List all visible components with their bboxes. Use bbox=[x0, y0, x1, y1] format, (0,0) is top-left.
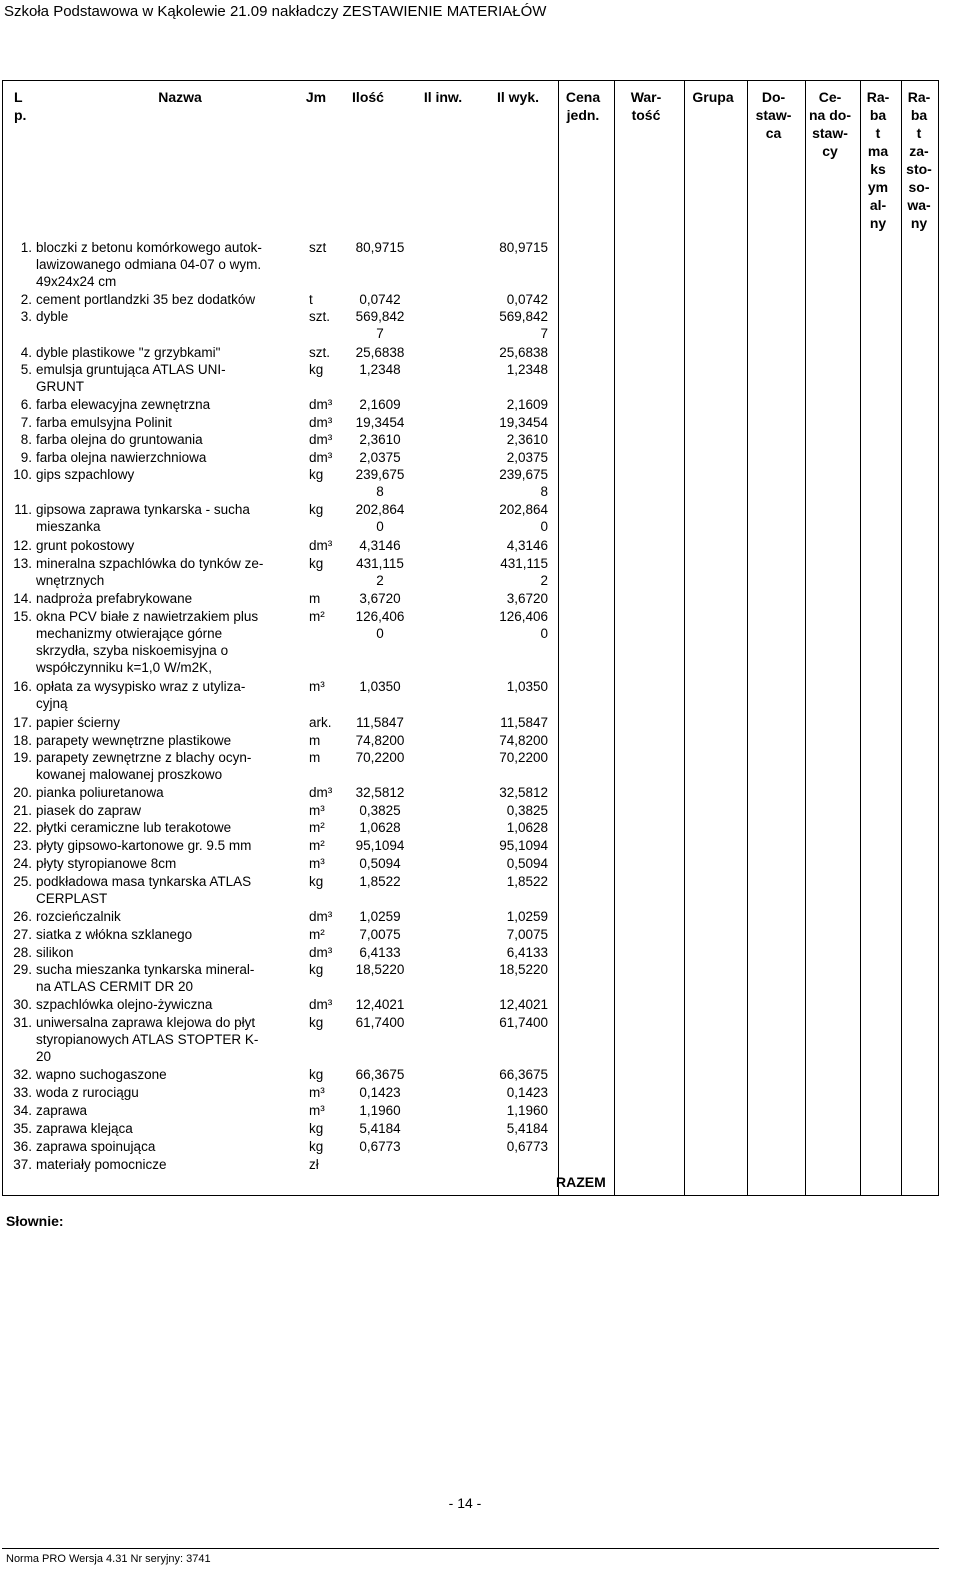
header-dostawca: Do- staw- ca bbox=[755, 89, 792, 141]
cell-jm: kg bbox=[309, 502, 324, 517]
cell-lp: 22. bbox=[13, 820, 32, 835]
cell-ilosc: 5,4184 bbox=[359, 1121, 401, 1136]
cell-ilwyk: 12,4021 bbox=[499, 997, 548, 1012]
cell-lp: 13. bbox=[13, 556, 32, 571]
cell-lp: 7. bbox=[20, 415, 32, 430]
cell-jm: dm³ bbox=[309, 945, 333, 960]
cell-ilwyk: 0,5094 bbox=[506, 856, 548, 871]
cell-lp: 6. bbox=[20, 397, 32, 412]
cell-jm: t bbox=[309, 292, 313, 307]
cell-ilwyk: 0,0742 bbox=[506, 292, 548, 307]
cell-nazwa: farba emulsyjna Polinit bbox=[36, 415, 172, 430]
cell-ilosc: 95,1094 bbox=[355, 838, 405, 853]
cell-ilosc: 239,675 8 bbox=[355, 467, 405, 499]
cell-nazwa: emulsja gruntująca ATLAS UNI- GRUNT bbox=[36, 362, 226, 394]
cell-jm: m² bbox=[309, 838, 325, 853]
cell-lp: 31. bbox=[13, 1015, 32, 1030]
cell-lp: 35. bbox=[13, 1121, 32, 1136]
cell-nazwa: parapety wewnętrzne plastikowe bbox=[36, 733, 232, 748]
cell-nazwa: wapno suchogaszone bbox=[36, 1067, 167, 1082]
cell-jm: m bbox=[309, 591, 321, 606]
cell-jm: m³ bbox=[309, 1103, 325, 1118]
header-ilwyk: Il wyk. bbox=[496, 89, 540, 105]
cell-lp: 37. bbox=[13, 1157, 32, 1172]
header-ilinw: Il inw. bbox=[423, 89, 463, 105]
cell-lp: 33. bbox=[13, 1085, 32, 1100]
cell-nazwa: siatka z włókna szklanego bbox=[36, 927, 193, 942]
cell-lp: 24. bbox=[13, 856, 32, 871]
cell-ilwyk: 569,842 7 bbox=[499, 309, 548, 341]
cell-lp: 3. bbox=[20, 309, 32, 324]
cell-ilwyk: 61,7400 bbox=[499, 1015, 548, 1030]
cell-lp: 34. bbox=[13, 1103, 32, 1118]
cell-jm: m³ bbox=[309, 1085, 325, 1100]
cell-jm: ark. bbox=[309, 715, 332, 730]
cell-lp: 21. bbox=[13, 803, 32, 818]
cell-ilwyk: 70,2200 bbox=[499, 750, 548, 765]
cell-nazwa: parapety zewnętrzne z blachy ocyn- kowanej malowanej proszkowo bbox=[36, 750, 252, 782]
cell-ilwyk: 74,8200 bbox=[499, 733, 548, 748]
cell-jm: dm³ bbox=[309, 450, 333, 465]
cell-ilwyk: 66,3675 bbox=[499, 1067, 548, 1082]
cell-jm: szt. bbox=[309, 345, 331, 360]
cell-ilosc: 6,4133 bbox=[359, 945, 401, 960]
cell-ilosc: 80,9715 bbox=[355, 240, 405, 255]
cell-nazwa: nadproża prefabrykowane bbox=[36, 591, 193, 606]
total-label: RAZEM bbox=[556, 1174, 606, 1190]
cell-ilosc: 25,6838 bbox=[355, 345, 405, 360]
cell-ilwyk: 1,0350 bbox=[506, 679, 548, 694]
cell-ilosc: 11,5847 bbox=[356, 715, 404, 730]
cell-ilwyk: 0,1423 bbox=[506, 1085, 548, 1100]
column-divider bbox=[805, 81, 806, 1195]
footer-text: Norma PRO Wersja 4.31 Nr seryjny: 3741 bbox=[6, 1553, 211, 1565]
cell-ilosc: 66,3675 bbox=[355, 1067, 405, 1082]
cell-ilosc: 0,1423 bbox=[359, 1085, 401, 1100]
cell-ilwyk: 2,0375 bbox=[506, 450, 548, 465]
column-divider bbox=[747, 81, 748, 1195]
cell-ilwyk: 4,3146 bbox=[506, 538, 548, 553]
cell-lp: 17. bbox=[13, 715, 32, 730]
column-divider bbox=[684, 81, 685, 1195]
header-lp: L p. bbox=[14, 89, 27, 123]
cell-nazwa: papier ścierny bbox=[36, 715, 121, 730]
cell-lp: 2. bbox=[20, 292, 32, 307]
document-title: Szkoła Podstawowa w Kąkolewie 21.09 nakładczy ZESTAWIENIE MATERIAŁÓW bbox=[4, 3, 547, 20]
cell-ilwyk: 0,3825 bbox=[506, 803, 548, 818]
cell-nazwa: płytki ceramiczne lub terakotowe bbox=[36, 820, 232, 835]
cell-jm: kg bbox=[309, 1139, 324, 1154]
cell-nazwa: podkładowa masa tynkarska ATLAS CERPLAST bbox=[36, 874, 252, 906]
cell-ilosc: 1,1960 bbox=[359, 1103, 401, 1118]
cell-lp: 26. bbox=[13, 909, 32, 924]
cell-ilosc: 0,6773 bbox=[359, 1139, 401, 1154]
cell-lp: 9. bbox=[20, 450, 32, 465]
cell-ilosc: 32,5812 bbox=[355, 785, 405, 800]
cell-nazwa: płyty styropianowe 8cm bbox=[36, 856, 177, 871]
cell-nazwa: gips szpachlowy bbox=[36, 467, 135, 482]
footer-divider bbox=[2, 1548, 939, 1549]
cell-ilosc: 19,3454 bbox=[355, 415, 405, 430]
cell-nazwa: gipsowa zaprawa tynkarska - sucha mieszanka bbox=[36, 502, 250, 534]
cell-jm: dm³ bbox=[309, 997, 333, 1012]
cell-ilosc: 18,5220 bbox=[355, 962, 405, 977]
cell-nazwa: materiały pomocnicze bbox=[36, 1157, 167, 1172]
cell-nazwa: mineralna szpachlówka do tynków ze- wnętrznych bbox=[36, 556, 264, 588]
cell-jm: m³ bbox=[309, 856, 325, 871]
cell-ilosc: 202,864 0 bbox=[355, 502, 405, 534]
cell-jm: m² bbox=[309, 927, 325, 942]
cell-nazwa: zaprawa klejąca bbox=[36, 1121, 133, 1136]
cell-jm: kg bbox=[309, 556, 324, 571]
cell-ilwyk: 25,6838 bbox=[499, 345, 548, 360]
cell-ilwyk: 11,5847 bbox=[500, 715, 548, 730]
cell-ilosc: 1,2348 bbox=[359, 362, 401, 377]
cell-nazwa: płyty gipsowo-kartonowe gr. 9.5 mm bbox=[36, 838, 252, 853]
cell-nazwa: farba elewacyjna zewnętrzna bbox=[36, 397, 211, 412]
header-grupa: Grupa bbox=[692, 89, 734, 105]
cell-lp: 5. bbox=[20, 362, 32, 377]
column-divider bbox=[901, 81, 902, 1195]
cell-jm: szt. bbox=[309, 309, 331, 324]
cell-ilwyk: 32,5812 bbox=[499, 785, 548, 800]
cell-jm: m² bbox=[309, 609, 325, 624]
cell-lp: 10. bbox=[13, 467, 32, 482]
cell-ilosc: 7,0075 bbox=[359, 927, 401, 942]
cell-ilosc: 569,842 7 bbox=[355, 309, 405, 341]
cell-nazwa: dyble plastikowe "z grzybkami" bbox=[36, 345, 221, 360]
cell-ilwyk: 1,0628 bbox=[506, 820, 548, 835]
cell-lp: 15. bbox=[13, 609, 32, 624]
cell-lp: 14. bbox=[13, 591, 32, 606]
cell-ilosc: 1,0628 bbox=[359, 820, 401, 835]
cell-lp: 18. bbox=[13, 733, 32, 748]
cell-jm: m³ bbox=[309, 803, 325, 818]
cell-jm: m bbox=[309, 733, 321, 748]
cell-ilosc: 4,3146 bbox=[359, 538, 401, 553]
cell-lp: 32. bbox=[13, 1067, 32, 1082]
cell-ilwyk: 5,4184 bbox=[506, 1121, 548, 1136]
cell-ilwyk: 95,1094 bbox=[499, 838, 548, 853]
header-rabatzast: Ra- ba t za- sto- so- wa- ny bbox=[906, 89, 932, 231]
header-wartosc: War- tość bbox=[630, 89, 662, 123]
cell-jm: dm³ bbox=[309, 785, 333, 800]
cell-nazwa: okna PCV białe z nawietrzakiem plus mechanizmy otwierające górne skrzydła, szyba niskoemisyjna o współczynniku k=1,0 W/m2K, bbox=[36, 609, 259, 675]
cell-ilwyk: 18,5220 bbox=[499, 962, 548, 977]
cell-ilwyk: 7,0075 bbox=[506, 927, 548, 942]
column-divider bbox=[860, 81, 861, 1195]
column-divider bbox=[558, 81, 559, 1195]
cell-lp: 27. bbox=[13, 927, 32, 942]
cell-ilwyk: 1,2348 bbox=[506, 362, 548, 377]
header-rabatmaks: Ra- ba t ma ks ym al- ny bbox=[866, 89, 890, 231]
cell-lp: 25. bbox=[13, 874, 32, 889]
header-ilosc: Ilość bbox=[352, 89, 384, 105]
header-cenadostawcy: Ce- na do- staw- cy bbox=[809, 89, 851, 159]
cell-ilosc: 61,7400 bbox=[355, 1015, 405, 1030]
cell-nazwa: bloczki z betonu komórkowego autok- lawizowanego odmiana 04-07 o wym. 49x24x24 cm bbox=[36, 240, 262, 289]
cell-lp: 36. bbox=[13, 1139, 32, 1154]
cell-ilosc: 74,8200 bbox=[355, 733, 405, 748]
cell-jm: dm³ bbox=[309, 415, 333, 430]
cell-nazwa: dyble bbox=[36, 309, 69, 324]
cell-ilosc: 0,0742 bbox=[359, 292, 401, 307]
cell-nazwa: farba olejna do gruntowania bbox=[36, 432, 203, 447]
cell-ilosc: 1,8522 bbox=[359, 874, 401, 889]
cell-lp: 11. bbox=[14, 502, 32, 517]
cell-nazwa: rozcieńczalnik bbox=[36, 909, 121, 924]
column-divider bbox=[614, 81, 615, 1195]
cell-jm: szt bbox=[309, 240, 327, 255]
cell-nazwa: opłata za wysypisko wraz z utyliza- cyjną bbox=[36, 679, 246, 711]
cell-ilwyk: 0,6773 bbox=[506, 1139, 548, 1154]
cell-jm: kg bbox=[309, 467, 324, 482]
in-words-label: Słownie: bbox=[6, 1213, 64, 1229]
cell-ilwyk: 431,115 2 bbox=[500, 556, 548, 588]
cell-lp: 20. bbox=[13, 785, 32, 800]
cell-jm: kg bbox=[309, 1067, 324, 1082]
cell-jm: dm³ bbox=[309, 397, 333, 412]
cell-lp: 1. bbox=[20, 240, 32, 255]
cell-jm: m² bbox=[309, 820, 325, 835]
cell-ilwyk: 6,4133 bbox=[506, 945, 548, 960]
cell-nazwa: piasek do zapraw bbox=[36, 803, 142, 818]
cell-jm: zł bbox=[309, 1157, 319, 1172]
cell-jm: m³ bbox=[309, 679, 325, 694]
cell-ilosc: 12,4021 bbox=[355, 997, 405, 1012]
cell-nazwa: zaprawa spoinująca bbox=[36, 1139, 156, 1154]
cell-ilwyk: 2,1609 bbox=[506, 397, 548, 412]
cell-nazwa: grunt pokostowy bbox=[36, 538, 135, 553]
cell-nazwa: zaprawa bbox=[36, 1103, 88, 1118]
cell-nazwa: farba olejna nawierzchniowa bbox=[36, 450, 207, 465]
cell-ilosc: 431,115 2 bbox=[356, 556, 404, 588]
header-nazwa: Nazwa bbox=[158, 89, 202, 105]
cell-lp: 16. bbox=[13, 679, 32, 694]
cell-ilosc: 2,3610 bbox=[359, 432, 401, 447]
cell-nazwa: szpachlówka olejno-żywiczna bbox=[36, 997, 213, 1012]
header-cena: Cena jedn. bbox=[565, 89, 601, 123]
cell-lp: 19. bbox=[13, 750, 32, 765]
cell-nazwa: uniwersalna zaprawa klejowa do płyt styropianowych ATLAS STOPTER K- 20 bbox=[36, 1015, 259, 1064]
cell-ilosc: 126,406 0 bbox=[355, 609, 405, 641]
cell-ilwyk: 1,8522 bbox=[506, 874, 548, 889]
cell-jm: dm³ bbox=[309, 432, 333, 447]
cell-ilosc: 1,0350 bbox=[359, 679, 401, 694]
cell-ilwyk: 1,1960 bbox=[506, 1103, 548, 1118]
cell-jm: kg bbox=[309, 362, 324, 377]
cell-ilosc: 2,0375 bbox=[359, 450, 401, 465]
cell-jm: m bbox=[309, 750, 321, 765]
cell-jm: dm³ bbox=[309, 538, 333, 553]
cell-ilwyk: 1,0259 bbox=[506, 909, 548, 924]
cell-lp: 28. bbox=[13, 945, 32, 960]
cell-ilwyk: 202,864 0 bbox=[499, 502, 548, 534]
cell-jm: kg bbox=[309, 1015, 324, 1030]
cell-ilosc: 1,0259 bbox=[359, 909, 401, 924]
cell-ilosc: 2,1609 bbox=[359, 397, 401, 412]
cell-jm: kg bbox=[309, 962, 324, 977]
cell-ilosc: 3,6720 bbox=[359, 591, 401, 606]
cell-nazwa: silikon bbox=[36, 945, 74, 960]
cell-ilwyk: 239,675 8 bbox=[499, 467, 548, 499]
cell-lp: 30. bbox=[13, 997, 32, 1012]
cell-ilwyk: 126,406 0 bbox=[499, 609, 548, 641]
cell-nazwa: sucha mieszanka tynkarska mineral- na ATLAS CERMIT DR 20 bbox=[36, 962, 255, 994]
cell-ilosc: 70,2200 bbox=[355, 750, 405, 765]
cell-nazwa: woda z rurociągu bbox=[36, 1085, 139, 1100]
cell-ilwyk: 3,6720 bbox=[506, 591, 548, 606]
page-number: - 14 - bbox=[448, 1495, 482, 1511]
cell-ilosc: 0,5094 bbox=[359, 856, 401, 871]
cell-ilosc: 0,3825 bbox=[359, 803, 401, 818]
cell-ilwyk: 19,3454 bbox=[499, 415, 548, 430]
cell-jm: kg bbox=[309, 1121, 324, 1136]
cell-nazwa: pianka poliuretanowa bbox=[36, 785, 164, 800]
cell-lp: 29. bbox=[13, 962, 32, 977]
cell-lp: 12. bbox=[13, 538, 32, 553]
header-jm: Jm bbox=[305, 89, 327, 105]
cell-nazwa: cement portlandzki 35 bez dodatków bbox=[36, 292, 256, 307]
cell-lp: 4. bbox=[20, 345, 32, 360]
cell-ilwyk: 80,9715 bbox=[499, 240, 548, 255]
cell-lp: 8. bbox=[20, 432, 32, 447]
cell-jm: kg bbox=[309, 874, 324, 889]
cell-ilwyk: 2,3610 bbox=[506, 432, 548, 447]
cell-lp: 23. bbox=[13, 838, 32, 853]
cell-jm: dm³ bbox=[309, 909, 333, 924]
